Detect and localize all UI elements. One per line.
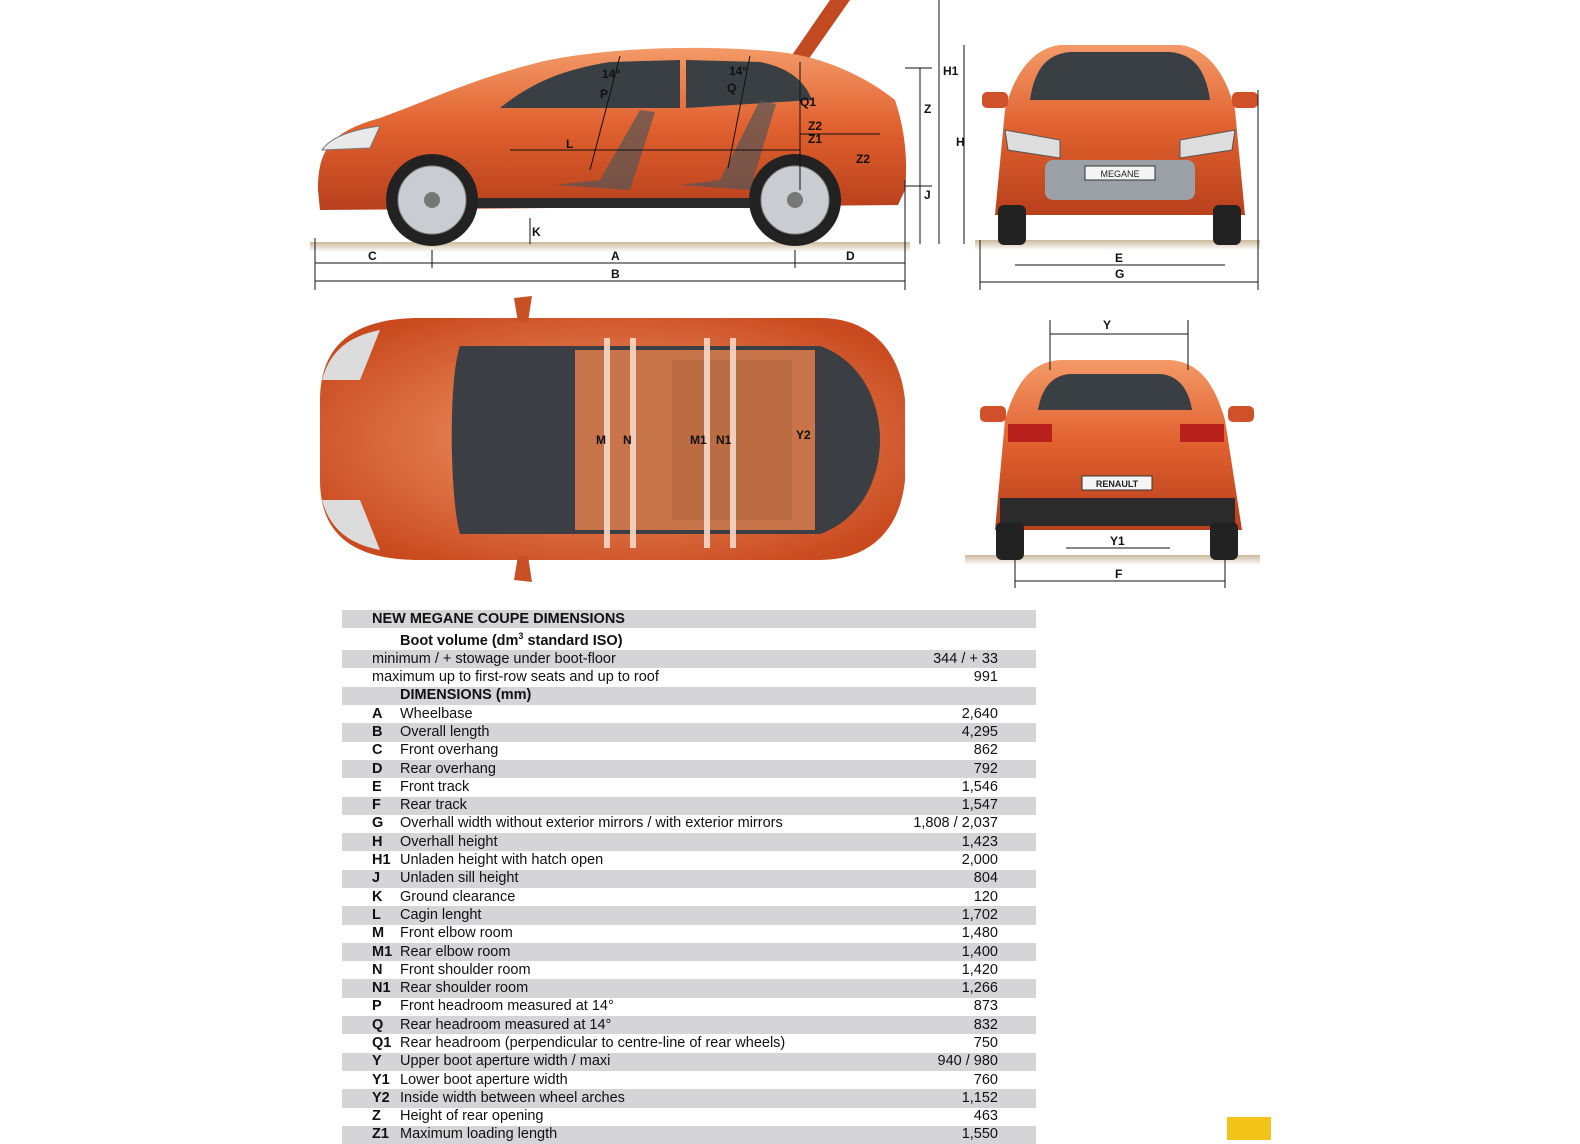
label-Z2-lower: Z2 (856, 152, 871, 166)
front-plate-text: MEGANE (1100, 169, 1140, 179)
row-label: Rear shoulder room (400, 979, 848, 997)
row-value: 1,266 (848, 979, 1036, 997)
row-value: 1,808 / 2,037 (913, 815, 998, 832)
label-L: L (566, 137, 574, 151)
label-G: G (1115, 267, 1125, 281)
label-N: N (623, 433, 632, 447)
row-label: Inside width between wheel arches (400, 1089, 848, 1107)
row-code: G (372, 815, 384, 832)
row-value: 940 / 980 (848, 1053, 1036, 1071)
table-row (342, 797, 1036, 815)
row-code: Y1 (372, 1071, 390, 1088)
row-value: 1,400 (848, 943, 1036, 961)
row-label: minimum / + stowage under boot-floor (342, 650, 848, 668)
row-label: Rear elbow room (400, 943, 848, 961)
row-code: N (372, 961, 383, 978)
row-value: 1,480 (961, 925, 998, 942)
label-Y2: Y2 (796, 428, 811, 442)
table-row (342, 851, 1036, 869)
row-value: 1,547 (848, 797, 1036, 815)
row-value: 873 (973, 998, 998, 1015)
row-label: maximum up to first-row seats and up to roof (372, 669, 659, 686)
label-M: M (596, 433, 606, 447)
row-code: Q (342, 1016, 400, 1034)
label-D: D (846, 249, 855, 263)
table-row (342, 1053, 1036, 1071)
row-label: Upper boot aperture width / maxi (400, 1053, 848, 1071)
label-Y: Y (1103, 318, 1112, 332)
table-title-row (342, 610, 1036, 628)
dimensions-heading: DIMENSIONS (mm) (342, 687, 1036, 705)
row-label: Height of rear opening (400, 1108, 544, 1125)
label-K: K (532, 225, 541, 239)
row-label: Unladen height with hatch open (400, 852, 604, 869)
table-row (342, 742, 1036, 760)
label-Z1: Z1 (808, 132, 823, 146)
table-row (342, 668, 1036, 686)
table-row (342, 1089, 1036, 1107)
table-row (342, 760, 1036, 778)
table-row (342, 906, 1036, 924)
row-code: H1 (372, 852, 391, 869)
row-label: Rear overhang (400, 760, 848, 778)
row-value: 1,550 (848, 1126, 1036, 1144)
row-code: P (372, 998, 382, 1015)
row-value: 991 (973, 669, 998, 686)
row-label: Front elbow room (400, 925, 513, 942)
row-code: J (342, 870, 400, 888)
row-value: 1,423 (848, 833, 1036, 851)
row-value: 463 (973, 1108, 998, 1125)
row-value: 120 (973, 888, 998, 905)
table-title: NEW MEGANE COUPE DIMENSIONS (342, 610, 1036, 628)
label-N1: N1 (716, 433, 732, 447)
row-code: N1 (342, 979, 400, 997)
table-row (342, 815, 1036, 833)
row-label: Unladen sill height (400, 870, 848, 888)
table-row (342, 723, 1036, 741)
label-M1: M1 (690, 433, 707, 447)
row-value: 792 (848, 760, 1036, 778)
table-row (342, 705, 1036, 723)
table-row (342, 1108, 1036, 1126)
front-view-car (975, 45, 1260, 250)
row-value: 760 (973, 1071, 998, 1088)
top-view-car (320, 296, 905, 582)
label-H: H (956, 135, 965, 149)
table-row (342, 998, 1036, 1016)
row-value: 1,152 (848, 1089, 1036, 1107)
table-row (342, 833, 1036, 851)
row-label: Rear track (400, 797, 848, 815)
label-C: C (368, 249, 377, 263)
label-P: P (600, 87, 609, 101)
row-code: Z1 (342, 1126, 400, 1144)
label-H1: H1 (943, 64, 959, 78)
label-J: J (924, 188, 931, 202)
row-code: L (342, 906, 400, 924)
row-label: Front headroom measured at 14° (400, 998, 614, 1015)
row-code: E (372, 778, 382, 795)
label-Y1: Y1 (1110, 534, 1125, 548)
table-row (342, 870, 1036, 888)
table-row (342, 1034, 1036, 1052)
row-code: D (342, 760, 400, 778)
row-value: 1,420 (961, 961, 998, 978)
row-code: K (372, 888, 383, 905)
row-value: 4,295 (848, 723, 1036, 741)
label-F: F (1115, 567, 1123, 581)
row-label: Front track (400, 778, 470, 795)
renault-logo (1227, 1117, 1271, 1140)
row-value: 1,546 (961, 778, 998, 795)
row-code: C (372, 742, 383, 759)
row-label: Cagin lenght (400, 906, 848, 924)
table-row (342, 1071, 1036, 1089)
row-label: Overall length (400, 723, 848, 741)
row-code: A (372, 705, 383, 722)
table-row (342, 1016, 1036, 1034)
rear-plate-text: RENAULT (1095, 479, 1139, 489)
label-E: E (1115, 251, 1124, 265)
row-label: Ground clearance (400, 888, 516, 905)
label-angle-front: 14° (602, 67, 621, 81)
row-code: Y2 (342, 1089, 400, 1107)
label-A: A (611, 249, 620, 263)
row-label: Wheelbase (400, 705, 473, 722)
table-row (342, 650, 1036, 668)
row-code: Q1 (372, 1035, 392, 1051)
row-code: Y (342, 1053, 400, 1071)
row-code: Z (372, 1108, 381, 1125)
dimensions-heading-row (342, 687, 1036, 705)
table-row (342, 925, 1036, 943)
label-Z: Z (924, 102, 932, 116)
row-value: 832 (848, 1016, 1036, 1034)
row-code: B (342, 723, 400, 741)
row-label: Overhall width without exterior mirrors / with exterior mirrors (400, 815, 783, 832)
table-row (342, 979, 1036, 997)
row-label: Maximum loading length (400, 1126, 848, 1144)
row-label: Front shoulder room (400, 961, 531, 978)
label-Q1: Q1 (800, 95, 817, 109)
boot-heading-row (342, 628, 1036, 650)
boot-volume-heading: Boot volume ($dm^3$ standard ISO) (400, 631, 623, 650)
table-row (342, 888, 1036, 906)
row-label: Front overhang (400, 742, 499, 759)
row-code: H (342, 833, 400, 851)
row-code: F (342, 797, 400, 815)
table-row (342, 961, 1036, 979)
row-value: 750 (973, 1035, 998, 1051)
row-value: 2,000 (961, 852, 998, 869)
label-Z2-upper: Z2 (808, 119, 823, 133)
label-Q: Q (727, 81, 737, 95)
row-code: M1 (342, 943, 400, 961)
row-value: 804 (848, 870, 1036, 888)
row-label: Lower boot aperture width (400, 1071, 568, 1088)
row-value: 344 / + 33 (848, 650, 1036, 668)
label-angle-rear: 14° (729, 64, 748, 78)
row-code: M (372, 925, 385, 942)
row-label: Rear headroom (perpendicular to centre-line of rear wheels) (400, 1035, 786, 1051)
row-value: 1,702 (848, 906, 1036, 924)
row-value: 862 (973, 742, 998, 759)
row-value: 2,640 (961, 705, 998, 722)
table-row (342, 943, 1036, 961)
row-label: Rear headroom measured at 14° (400, 1016, 848, 1034)
dimensions-table (342, 610, 1036, 1144)
table-row (342, 778, 1036, 796)
table-row (342, 1126, 1036, 1144)
row-label: Overhall height (400, 833, 848, 851)
label-B: B (611, 267, 620, 281)
